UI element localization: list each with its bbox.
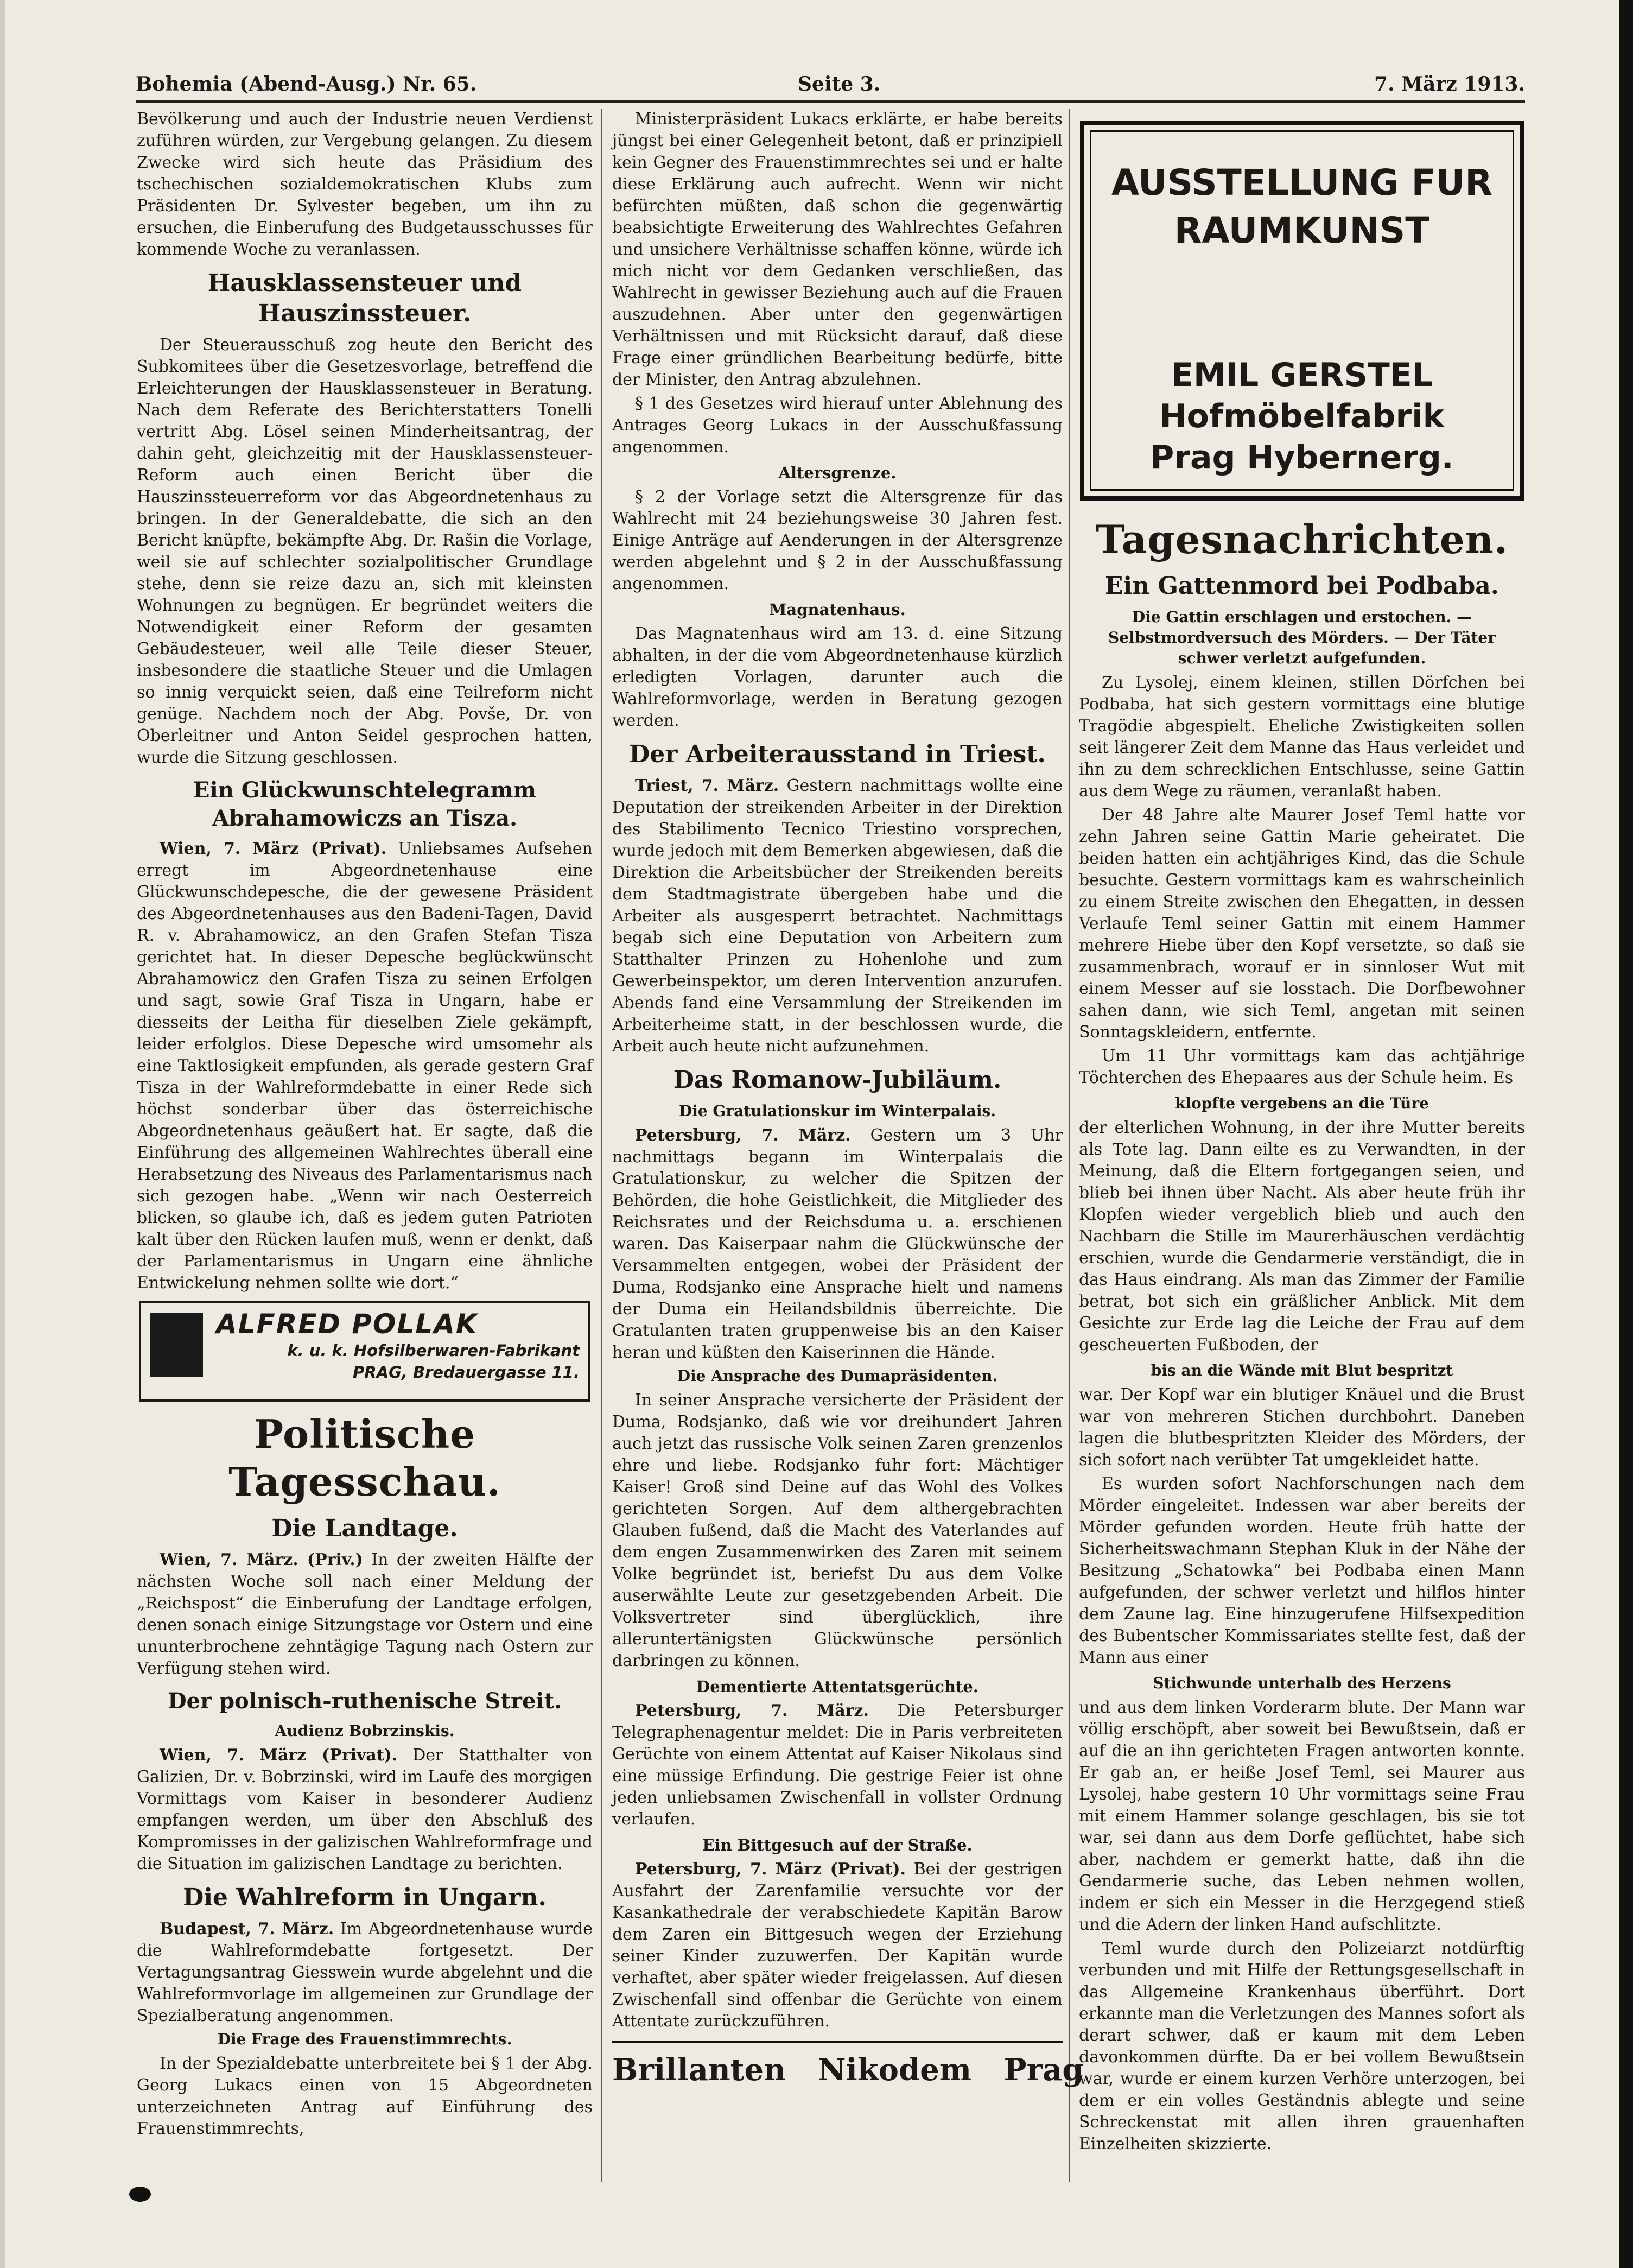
headline-polnisch-ruthenisch: Der polnisch-ruthenische Streit. bbox=[167, 1688, 562, 1714]
subheadline-altersgrenze: Altersgrenze. bbox=[778, 464, 897, 482]
scan-edge-right bbox=[1619, 0, 1633, 2268]
running-head-left: Bohemia (Abend-Ausg.) Nr. 65. bbox=[136, 73, 477, 96]
col2-lead: Ministerpräsident Lukacs erklärte, er habe bereits jüngst bei einer Gelegenheit betont, daß er prinzipiell kein Gegner des Frauenstimmrechtes sei und er halte diese Erklärung auch aufrecht. Wenn wir nicht befürchten müßten, daß schon die gegenwärtig beabsichtigte Erweiterung des Wahlrechtes Gefahren und unsichere Verhältnisse schaffen könne, würde ich mich nicht vor dem Gedanken verschließen, das Wahlrecht in gewisser Beziehung auch auf die Frauen auszudehnen. Aber unter den gegenwärtigen Verhältnissen und mit Rücksicht darauf, daß diese Frage einer gründlichen Bearbeitung bedürfe, bitte der Minister, den Antrag abzulehnen. bbox=[612, 110, 1063, 389]
subheadline: Die Gratulationskur im Winterpalais. bbox=[678, 1102, 996, 1120]
dateline: Petersburg, 7. März (Privat). bbox=[635, 1860, 906, 1879]
article-paragraph: Teml wurde durch den Polizeiarzt notdürftig verbunden und mit Hilfe der Rettungsgesellschaft in das Allgemeine Krankenhaus überführt. Dort erkannte man die Verletzungen des Mannes sofort als derart schwer, daß er kaum mit dem Leben davonkommen dürfte. Da er bei vollem Bewußtsein war, wurde er einem kurzen Verhöre unterzogen, bei dem er ein volles Geständnis ablegte und seine Schreckenstat mit allen ihren grauenhaften Einzelheiten skizzierte. bbox=[1079, 1939, 1525, 2153]
article-paragraph: der elterlichen Wohnung, in der ihre Mutter bereits als Tote lag. Dann eilte es zu Verwandten, in der Meinung, daß die Eltern fortgegangen seien, und blieb bei ihnen über Nacht. Als aber heute früh ihr Klopfen wieder vergeblich blieb und auch den Nachbarn die Stille im Maurerhäuschen verdächtig erschien, wurde die Gendarmerie verständigt, die in das Haus eindrang. Als man das Zimmer der Familie betrat, bot sich ein gräßlicher Anblick. Mit dem Gesichte zur Erde lag die Leiche der Frau auf dem gescheuerten Fußboden, der bbox=[1079, 1118, 1525, 1354]
headline-wahlreform-ungarn: Die Wahlreform in Ungarn. bbox=[183, 1884, 547, 1911]
dateline: Wien, 7. März (Privat). bbox=[160, 1746, 398, 1765]
ink-smudge bbox=[129, 2187, 151, 2202]
advertisement-pollak bbox=[139, 1301, 590, 1402]
ad-title-line-1: AUSSTELLUNG FUR bbox=[1111, 162, 1493, 204]
article-paragraph: war. Der Kopf war ein blutiger Knäuel und die Brust war von mehreren Stichen durchbohrt. Daneben lagen die blutbespritzten Kleider des Mörders, der sich sofort nach verübter Tat umgekleidet hatte. bbox=[1079, 1385, 1525, 1469]
inline-subheading: klopfte vergebens an die Türe bbox=[1175, 1094, 1429, 1112]
ad-firm-name: EMIL GERSTEL bbox=[1171, 356, 1433, 394]
column-2 bbox=[612, 109, 1084, 2089]
dateline: Wien, 7. März. (Priv.) bbox=[160, 1550, 363, 1569]
headline-bittgesuch: Ein Bittgesuch auf der Straße. bbox=[702, 1836, 973, 1854]
dateline: Triest, 7. März. bbox=[635, 776, 779, 795]
headline-dementierte-attentatsgeruechte: Dementierte Attentatsgerüchte. bbox=[696, 1677, 978, 1696]
article-paragraph: In der Spezialdebatte unterbreitete bei § 1 der Abg. Georg Lukacs einen von 15 Abgeordneten unterzeichneten Antrag auf Einführung des Frauenstimmrechts, bbox=[137, 2054, 593, 2138]
column-3 bbox=[1079, 109, 1525, 2157]
article-paragraph: Im Abgeordnetenhause wurde die Wahlreformdebatte fortgesetzt. Der Vertagungsantrag Giesswein wurde abgelehnt und die Wahlreformvorlage im allgemeinen zur Grundlage der Spezialberatung angenommen. bbox=[137, 1919, 593, 2025]
ad-firm-type: Hofmöbelfabrik bbox=[1159, 397, 1445, 435]
article-paragraph: Der 48 Jahre alte Maurer Josef Teml hatte vor zehn Jahren seine Gattin Marie geheiratet. Die beiden hatten ein achtjähriges Kind, das die Schule besuchte. Gestern vormittags kam es wahrscheinlich zu einem Streite zwischen den Ehegatten, in dessen Verlaufe Teml seiner Gattin mit einem Hammer mehrere Hiebe über den Kopf versetzte, so daß sie zusammenbrach, worauf er in sinnloser Wut mit einem Messer auf sie losstach. Die Dorfbewohner sahen dann, wie sich Teml, angetan mit seinen Sonntagskleidern, entfernte. bbox=[1079, 806, 1525, 1042]
headline-glueckwunschtelegramm: Ein Glückwunschtelegramm Abrahamowiczs an Tisza. bbox=[193, 777, 536, 831]
page-number: Seite 3. bbox=[798, 73, 881, 96]
section-title-politische-tagesschau: Politische Tagesschau. bbox=[228, 1411, 501, 1505]
header-rule bbox=[136, 100, 1525, 103]
column-1 bbox=[137, 109, 593, 2142]
subheadline: Die Gattin erschlagen und erstochen. — Selbstmordversuch des Mörders. — Der Täter schwer verletzt aufgefunden. bbox=[1108, 608, 1496, 667]
article-paragraph: In seiner Ansprache versicherte der Präsident der Duma, Rodsjanko, daß wie vor dreihundert Jahren auch jetzt das russische Volk seinen Zaren grenzenlos ehre und liebe. Rodsjanko fuhr fort: Mächtiger Kaiser! Groß sind Deine auf das Wohl des Volkes gerichteten Sorgen. Auf dem althergebrachten Glauben fußend, daß die Macht des Vaterlandes auf dem engen Zusammenwirken des Zaren mit seinem Volke begründet ist, beriefst Du aus dem Volke auserwählte Leute zur gesetzgebenden Arbeit. Die Volksvertreter sind überglücklich, ihre alleruntertänigsten Glückwünsche persönlich darbringen zu können. bbox=[612, 1391, 1063, 1670]
scan-edge-left bbox=[0, 0, 5, 2268]
subheadline: Die Frage des Frauenstimmrechts. bbox=[217, 2030, 512, 2048]
subheadline: Die Ansprache des Dumapräsidenten. bbox=[677, 1367, 998, 1385]
ad-firm-address: Prag Hybernerg. bbox=[1150, 439, 1454, 477]
article-paragraph: Um 11 Uhr vormittags kam das achtjährige Töchterchen des Ehepaares aus der Schule heim. Es bbox=[1079, 1047, 1525, 1087]
column-rule-2 bbox=[1069, 109, 1070, 2182]
article-paragraph: Bei der gestrigen Ausfahrt der Zarenfamilie versuchte vor der Kasankathedrale der verabschiedete Kapitän Barow dem Zaren ein Bittgesuch wegen der Erziehung seiner Kinder zuzuwerfen. Der Kapitän wurde verhaftet, aber später wieder freigelassen. Auf diesen Zwischenfall sind offenbar die Gerüchte von einem Attentate zurückzuführen. bbox=[612, 1860, 1063, 2031]
dateline: Petersburg, 7. März. bbox=[635, 1126, 851, 1145]
headline-gattenmord: Ein Gattenmord bei Podbaba. bbox=[1104, 572, 1499, 600]
ad-address: PRAG, Bredauergasse 11. bbox=[353, 1363, 580, 1382]
headline-romanow-jubilaeum: Das Romanow-Jubiläum. bbox=[673, 1066, 1002, 1094]
advertisement-raumkunst bbox=[1080, 121, 1524, 501]
ad-line: k. u. k. Hofsilberwaren-Fabrikant bbox=[287, 1341, 580, 1360]
article-paragraph: und aus dem linken Vorderarm blute. Der Mann war völlig erschöpft, aber soweit bei Bewußtsein, daß er auf die an ihn gerichteten Fragen antworten konnte. Er gab an, er heiße Josef Teml, sei Maurer aus Lysolej, habe gestern 10 Uhr vormittags seine Frau mit einem Hammer solange geschlagen, bis sie tot war, sei dann aus dem Dorfe geflüchtet, habe sich aber, nachdem er gemerkt hatte, daß ihn die Gendarmerie suche, das Leben nehmen wollen, indem er sich ein Messer in die Herzgegend stieß und die Adern der linken Hand aufschlitzte. bbox=[1079, 1698, 1525, 1934]
article-paragraph: Das Magnatenhaus wird am 13. d. eine Sitzung abhalten, in der die vom Abgeordnetenhause kürzlich erledigten Vorlagen, darunter auch die Wahlreformvorlage, werden in Beratung gezogen werden. bbox=[612, 624, 1063, 730]
headline-arbeiterausstand: Der Arbeiterausstand in Triest. bbox=[629, 740, 1046, 768]
article-paragraph: Unliebsames Aufsehen erregt im Abgeordnetenhause eine Glückwunschdepesche, die der gewesene Präsident des Abgeordnetenhauses aus den Badeni-Tagen, David R. v. Abrahamowicz, an den Grafen Stefan Tisza gerichtet hat. In dieser Depesche beglückwünscht Abrahamowicz den Grafen Tisza zu seinen Erfolgen und sagt, sowie Graf Tisza in Ungarn, habe er diesseits der Leitha für dieselben Ziele gekämpft, leider erfolglos. Diese Depesche wird umsomehr als eine Taktlosigkeit empfunden, als gerade gestern Graf Tisza in der Wahlreformdebatte in einer Rede sich höchst sonderbar über das österreichische Abgeordnetenhaus geäußert hat. Er sagte, daß die Einführung des allgemeinen Wahlrechtes überall eine Herabsetzung des Niveaus des Parlamentarismus nach sich gezogen habe. „Wenn wir nach Oesterreich blicken, so glaube ich, daß es jedem guten Patrioten kalt über den Rücken laufen muß, wenn er denkt, daß der Parlamentarismus in Ungarn eine ähnliche Entwickelung nehmen sollte wie dort.“ bbox=[137, 839, 593, 1293]
section-title-tagesnachrichten: Tagesnachrichten. bbox=[1095, 516, 1509, 562]
subheadline-magnatenhaus: Magnatenhaus. bbox=[769, 600, 906, 619]
article-paragraph: Der Steuerausschuß zog heute den Bericht des Subkomitees über die Gesetzesvorlage, betreffend die Erleichterungen der Hausklassensteuer in Beratung. Nach dem Referate des Berichterstatters Tonelli vertritt Abg. Lösel seinen Minderheitsantrag, der dahin geht, gleichzeitig mit der Hausklassensteuer-Reform auch einen Bericht über die Hauszinssteuerreform vor das Abgeordnetenhaus zu bringen. In der Generaldebatte, die sich an den Bericht knüpfte, bekämpfte Abg. Dr. Rašin die Vorlage, weil sie auf schlechter sozialpolitischer Grundlage stehe, denn sie reize dazu an, sich mit kleinsten Wohnungen zu begnügen. Er begründet weiters die Notwendigkeit einer Reform der gesamten Gebäudesteuer, weil alle Teile dieser Steuer, insbesondere die staatliche Steuer und die Umlagen so innig verquickt seien, daß eine Teilreform nicht genüge. Nachdem noch der Abg. Povše, Dr. von Oberleitner und Anton Seidel gesprochen hatten, wurde die Sitzung geschlossen. bbox=[137, 335, 593, 767]
ad-company-name: ALFRED POLLAK bbox=[216, 1308, 478, 1340]
col1-lead: Bevölkerung und auch der Industrie neuen Verdienst zuführen würden, zur Vergebung gelangen. Zu diesem Zwecke wird sich heute das Präsidium des tschechischen sozialdemokratischen Klubs zum Präsidenten Dr. Sylvester begeben, um ihn zu ersuchen, die Einberufung des Budgetausschusses für kommende Woche zu veranlassen. bbox=[137, 110, 593, 259]
crown-emblem-icon bbox=[150, 1313, 203, 1377]
dateline: Petersburg, 7. März. bbox=[635, 1701, 869, 1720]
dateline: Wien, 7. März (Privat). bbox=[160, 839, 387, 858]
article-paragraph: Gestern nachmittags wollte eine Deputation der streikenden Arbeiter in der Direktion des Stabilimento Tecnico Triestino vorsprechen, wurde jedoch mit dem Bemerken abgewiesen, daß die Direktion die Arbeitsbücher der Streikenden bereits dem Stadtmagistrate übergeben habe und die Arbeiter als ausgesperrt betrachtet. Nachmittags begab sich eine Deputation von Arbeitern zum Statthalter Prinzen zu Hohenlohe und zum Gewerbeinspektor, um deren Intervention anzurufen. Abends fand eine Versammlung der Streikenden im Arbeiterheime statt, in der beschlossen wurde, die Arbeit auch heute nicht aufzunehmen. bbox=[612, 776, 1063, 1056]
article-paragraph: Der Statthalter von Galizien, Dr. v. Bobrzinski, wird im Laufe des morgigen Vormittags vom Kaiser in besonderer Audienz empfangen werden, um über den Abschluß des Kompromisses in der galizischen Wahlreformfrage und die Situation im galizischen Landtage zu berichten. bbox=[137, 1746, 593, 1873]
dateline: Budapest, 7. März. bbox=[160, 1919, 334, 1938]
inline-subheading: bis an die Wände mit Blut bespritzt bbox=[1151, 1361, 1453, 1379]
running-head bbox=[136, 64, 1525, 102]
article-paragraph: Es wurden sofort Nachforschungen nach dem Mörder eingeleitet. Indessen war aber bereits der Mörder gefunden worden. Heute früh hatte der Sicherheitswachmann Stephan Kluk in der Nähe der Besitzung „Schatowka“ bei Podbaba einen Mann aufgefunden, der schwer verletzt und hilflos hinter dem Zaune lag. Eine hinzugerufene Hilfsexpedition des Bubentscher Kommissariates stellte fest, daß der Mann aus einer bbox=[1079, 1474, 1525, 1667]
ad-title-line-2: RAUMKUNST bbox=[1174, 210, 1430, 251]
advertisement-nikodem: Brillanten Nikodem Prag bbox=[612, 2041, 1063, 2089]
column-rule-1 bbox=[601, 109, 602, 2182]
inline-subheading: Stichwunde unterhalb des Herzens bbox=[1153, 1674, 1451, 1692]
article-paragraph: Gestern um 3 Uhr nachmittags begann im Winterpalais die Gratulationskur, zu welcher die Spitzen der Behörden, die hohe Geistlichkeit, die Mitglieder des Reichsrates und der Reichsduma u. a. erschienen waren. Das Kaiserpaar nahm die Glückwünsche der Versammelten entgegen, wobei der Präsident der Duma, Rodsjanko eine Ansprache hielt und namens der Duma ein Heilandsbildnis überreichte. Die Gratulanten traten gruppenweise bis an den Kaiser heran und küßten den Kaiserinnen die Hände. bbox=[612, 1126, 1063, 1362]
subheadline: Audienz Bobrzinskis. bbox=[275, 1722, 455, 1740]
headline-hausklassensteuer: Hausklassensteuer und Hauszinssteuer. bbox=[207, 269, 522, 327]
article-paragraph: In der zweiten Hälfte der nächsten Woche soll nach einer Meldung der „Reichspost“ die Einberufung der Landtage erfolgen, denen sonach einige Sitzungstage vor Ostern und eine ununterbrochene zehntägige Tagung nach Ostern zur Verfügung stehen wird. bbox=[137, 1550, 593, 1678]
article-paragraph: Die Petersburger Telegraphenagentur meldet: Die in Paris verbreiteten Gerüchte von einem Attentat auf Kaiser Nikolaus sind eine müssige Erfindung. Die gestrige Feier ist ohne jeden unliebsamen Zwischenfall in vollster Ordnung verlaufen. bbox=[612, 1701, 1063, 1829]
article-paragraph: § 2 der Vorlage setzt die Altersgrenze für das Wahlrecht mit 24 beziehungsweise 30 Jahren fest. Einige Anträge auf Aenderungen in der Altersgrenze werden abgelehnt und § 2 in der Ausschußfassung angenommen. bbox=[612, 487, 1063, 593]
headline-landtage: Die Landtage. bbox=[271, 1515, 458, 1542]
article-paragraph: Zu Lysolej, einem kleinen, stillen Dörfchen bei Podbaba, hat sich gestern vormittags eine blutige Tragödie abgespielt. Eheliche Zwistigkeiten sollen seit längerer Zeit dem Manne das Haus verleidet und ihn zu dem schrecklichen Entschlusse, seine Gattin aus dem Wege zu räumen, veranlaßt haben. bbox=[1079, 673, 1525, 801]
issue-date: 7. März 1913. bbox=[1374, 73, 1525, 96]
article-paragraph: § 1 des Gesetzes wird hierauf unter Ablehnung des Antrages Georg Lukacs in der Ausschußfassung angenommen. bbox=[612, 394, 1063, 457]
